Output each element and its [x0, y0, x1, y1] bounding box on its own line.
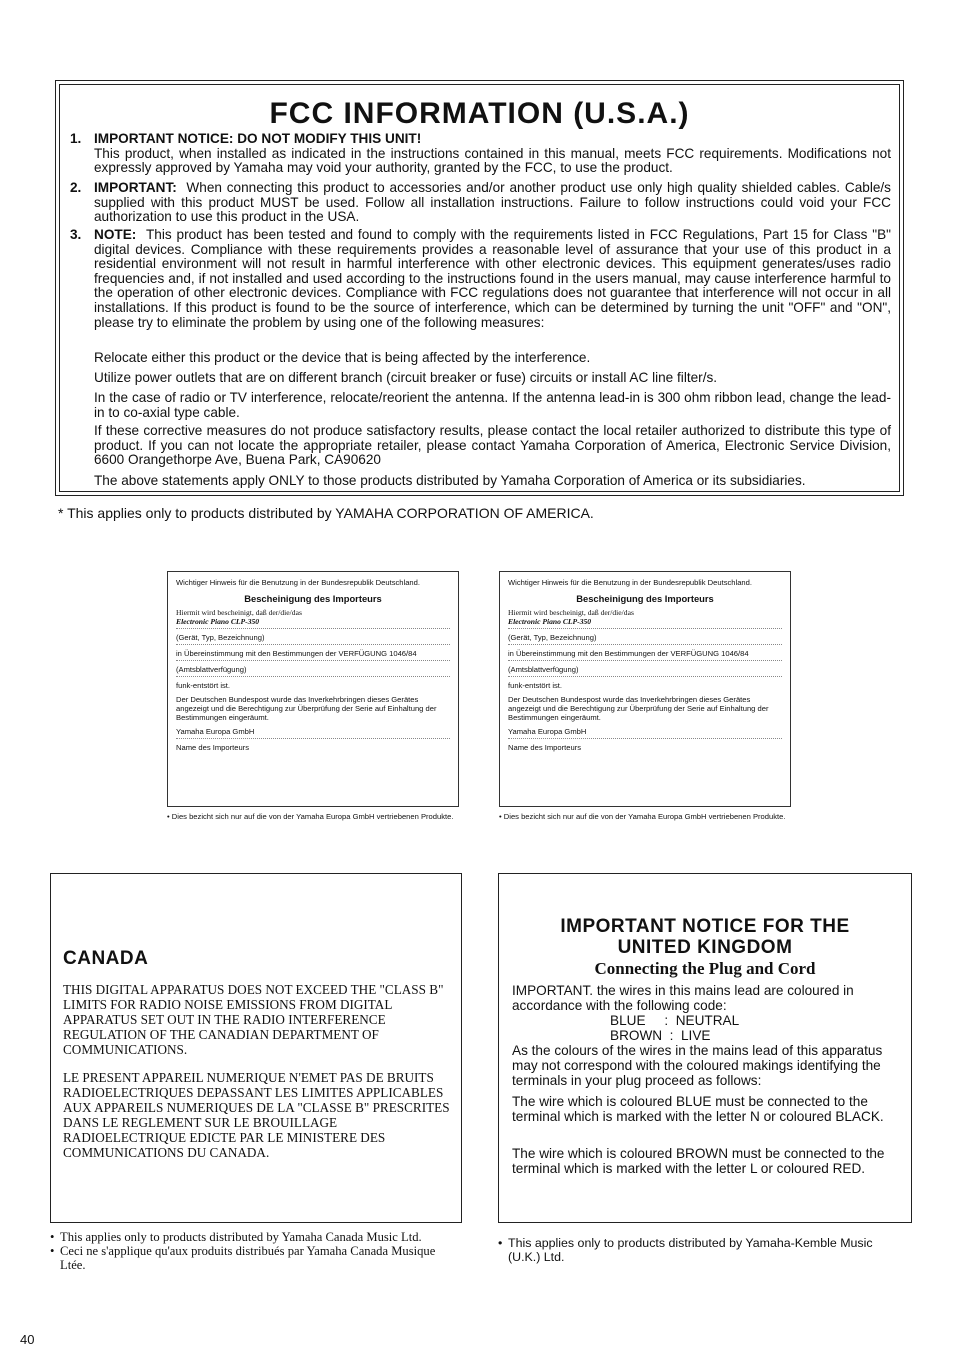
- importer-label: Name des Importeurs: [508, 743, 582, 752]
- post-text: Der Deutschen Bundespost wurde das Inverkehrbringen dieses Gerätes angezeigt und die Berechtigung zur Überprüfung der Serie auf Einhaltung der Bestimmungen eingeräumt.: [508, 695, 769, 722]
- uebereinstimmung-text: in Übereinstimmung mit den Bestimmungen der VERFÜGUNG 1046/84: [508, 649, 782, 661]
- uk-paragraph-1: As the colours of the wires in the mains lead of this apparatus may not correspond with the coloured makings identifying the terminals in your plug proceed as follows:: [512, 1043, 883, 1088]
- uk-paragraph-2: The wire which is coloured BLUE must be connected to the terminal which is marked with the letter N or coloured BLACK.: [512, 1094, 884, 1124]
- amtsblatt-label: (Amtsblattverfügung): [508, 665, 782, 677]
- importer-label: Name des Importeurs: [176, 743, 250, 752]
- certificate-heading: Bescheinigung des Importeurs: [244, 593, 382, 604]
- fcc-item-2: [70, 181, 891, 225]
- item-number: 2.: [70, 180, 82, 195]
- uk-subtitle: Connecting the Plug and Cord: [594, 959, 816, 978]
- item-text: This product has been tested and found to comply with the requirements listed in FCC Regulations, Part 15 for Class "B" digital devices. Compliance with these requirements provides a reasonable level of assurance that your use of this product in a residential environment will not result in harmful interference with other electronic devices. This equipment generates/uses radio frequencies and, if not installed and used according to the instructions found in the users manual, may cause interference harmful to the operation of other electronic devices. Compliance with FCC regulations does not guarantee that interference will not occur in all installations. If this product is found to be the source of interference, which can be determined by turning the unit "OFF" and "ON", please try to eliminate the problem by using one of the following measures:: [94, 227, 891, 330]
- canada-notes: [50, 1230, 462, 1272]
- fcc-paragraph: In the case of radio or TV interference, relocate/reorient the antenna. If the antenna lead-in is 300 ohm ribbon lead, change the lead-in to co-axial type cable.: [94, 390, 891, 420]
- uk-title: IMPORTANT NOTICE FOR THE UNITED KINGDOM: [560, 916, 850, 958]
- fcc-paragraph: Relocate either this product or the device that is being affected by the interference.: [94, 350, 591, 365]
- fcc-inner-border: [59, 84, 900, 492]
- item-heading: IMPORTANT:: [94, 180, 177, 195]
- uk-notice-box: [498, 873, 912, 1223]
- fcc-paragraph: The above statements apply ONLY to those products distributed by Yamaha Corporation of America or its subsidiaries.: [94, 473, 806, 488]
- amtsblatt-label: (Amtsblattverfügung): [176, 665, 450, 677]
- fcc-paragraph: Utilize power outlets that are on different branch (circuit breaker or fuse) circuits or install AC line filter/s.: [94, 370, 718, 385]
- uk-note: • This applies only to products distributed by Yamaha-Kemble Music (U.K.) Ltd.: [498, 1236, 873, 1264]
- canada-note: • Ceci ne s'applique qu'aux produits distribués par Yamaha Canada Musique Ltée.: [50, 1244, 436, 1272]
- post-text: Der Deutschen Bundespost wurde das Inverkehrbringen dieses Gerätes angezeigt und die Berechtigung zur Überprüfung der Serie auf Einhaltung der Bestimmungen eingeräumt.: [176, 695, 437, 722]
- item-text: When connecting this product to accessories and/or another product use only high quality shielded cables. Cable/s supplied with this product MUST be used. Follow all installation instructions. Failure to follow instructions could void your FCC authorization to use this product in the USA.: [94, 180, 891, 225]
- geraet-label: (Gerät, Typ, Bezeichnung): [508, 633, 782, 645]
- intro-text: Wichtiger Hinweis für die Benutzung in der Bundesrepublik Deutschland.: [508, 578, 752, 587]
- item-number: 3.: [70, 227, 82, 242]
- item-number: 1.: [70, 131, 82, 146]
- canada-english-text: THIS DIGITAL APPARATUS DOES NOT EXCEED THE "CLASS B" LIMITS FOR RADIO NOISE EMISSIONS FROM DIGITAL APPARATUS SET OUT IN THE RADIO INTERFERENCE REGULATION OF THE CANADIAN DEPARTMENT OF COMMUNICATIONS.: [63, 982, 444, 1057]
- item-heading: NOTE:: [94, 227, 137, 242]
- company-name: Yamaha Europa GmbH: [508, 727, 782, 739]
- geraet-label: (Gerät, Typ, Bezeichnung): [176, 633, 450, 645]
- fcc-information-box: [55, 80, 904, 496]
- uk-intro: IMPORTANT. the wires in this mains lead are coloured in accordance with the following code:: [512, 983, 854, 1013]
- canada-box: [50, 873, 462, 1223]
- intro-text: Wichtiger Hinweis für die Benutzung in der Bundesrepublik Deutschland.: [176, 578, 420, 587]
- certificate-heading: Bescheinigung des Importeurs: [576, 593, 714, 604]
- uebereinstimmung-text: in Übereinstimmung mit den Bestimmungen der VERFÜGUNG 1046/84: [176, 649, 450, 661]
- company-name: Yamaha Europa GmbH: [176, 727, 450, 739]
- item-heading: IMPORTANT NOTICE: DO NOT MODIFY THIS UNIT!: [94, 131, 422, 146]
- canada-title: CANADA: [63, 948, 149, 969]
- uk-code-blue: BLUE : NEUTRAL: [610, 1013, 740, 1028]
- fcc-title: FCC INFORMATION (U.S.A.): [269, 97, 690, 130]
- german-note-left: • Dies bezicht sich nur auf die von der Yamaha Europa GmbH vertriebenen Produkte.: [167, 812, 454, 821]
- product-name: Electronic Piano CLP-350: [508, 617, 592, 626]
- uk-paragraph-3: The wire which is coloured BROWN must be connected to the terminal which is marked with the letter L or coloured RED.: [512, 1146, 885, 1176]
- funk-text: funk-entstört ist.: [508, 681, 563, 690]
- fcc-item-3: [70, 228, 891, 330]
- page-number: 40: [20, 1332, 35, 1347]
- uk-code-brown: BROWN : LIVE: [610, 1028, 711, 1043]
- hiermit-text: Hiermit wird bescheinigt, daß der/die/das: [176, 608, 302, 617]
- fcc-paragraph: If these corrective measures do not produce satisfactory results, please contact the local retailer authorized to distribute this type of product. If you can not locate the appropriate retailer, please contact Yamaha Corporation of America, Electronic Service Division, 6600 Orangethorpe Ave, Buena Park, CA90620: [94, 423, 891, 468]
- funk-text: funk-entstört ist.: [176, 681, 231, 690]
- fcc-footnote: * This applies only to products distributed by YAMAHA CORPORATION OF AMERICA.: [58, 505, 594, 521]
- german-note-right: • Dies bezicht sich nur auf die von der Yamaha Europa GmbH vertriebenen Produkte.: [499, 812, 786, 821]
- fcc-item-1: [70, 132, 891, 176]
- canada-note: • This applies only to products distributed by Yamaha Canada Music Ltd.: [50, 1230, 422, 1244]
- canada-french-text: LE PRESENT APPAREIL NUMERIQUE N'EMET PAS DE BRUITS RADIOELECTRIQUES DEPASSANT LES LIMITES APPLICABLES AUX APPAREILS NUMERIQUES DE LA "CLASSE B" PRESCRITES DANS LE REGLEMENT SUR LE BROUILLAGE RADIOELECTRIQUE EDICTE PAR LE MINISTERE DES COMMUNICATIONS DU CANADA.: [63, 1070, 450, 1160]
- german-certificate-left: [167, 571, 459, 807]
- german-certificate-right: [499, 571, 791, 807]
- product-name: Electronic Piano CLP-350: [176, 617, 260, 626]
- hiermit-text: Hiermit wird bescheinigt, daß der/die/das: [508, 608, 634, 617]
- item-text: This product, when installed as indicated in the instructions contained in this manual, meets FCC requirements. Modifications not expressly approved by Yamaha may void your authority, granted by the FCC, to use the product.: [94, 145, 891, 176]
